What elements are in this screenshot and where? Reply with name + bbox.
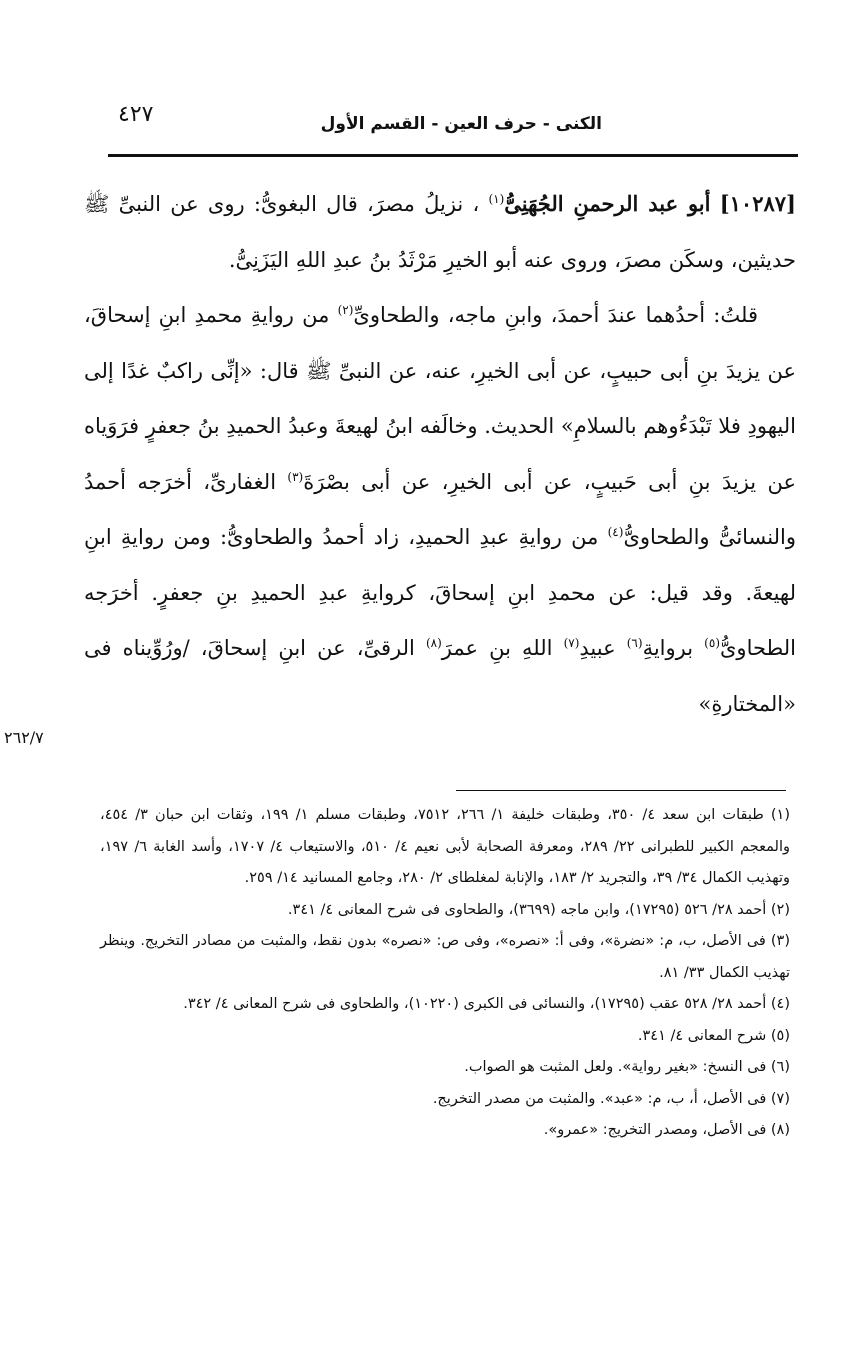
footnote-ref: (٨) [425, 636, 442, 650]
footnote: (٢) أحمد ٢٨/ ٥٢٦ (١٧٢٩٥)، وابن ماجه (٣٦٩٩)، والطحاوى فى شرح المعانى ٤/ ٣٤١. [287, 901, 790, 918]
footnote-ref: (٧) [563, 636, 580, 650]
page-number: ٤٢٧ [118, 102, 154, 127]
margin-reference: ٢٦٢/٧ [4, 728, 44, 747]
footnote: (٣) فى الأصل، ب، م: «نضرة»، وفى أ: «نصره»، وفى ص: «نصره» بدون نقط، والمثبت من مصادر التخريج. وينظر تهذيب الكمال ٣٣/ ٨١. [100, 933, 790, 981]
footnote-ref: (٢) [337, 303, 354, 317]
footnote-ref: (١) [488, 192, 505, 206]
commentary-paragraph [84, 288, 796, 732]
footnote: (٧) فى الأصل، أ، ب، م: «عبد». والمثبت من مصدر التخريج. [432, 1090, 790, 1107]
header-rule [108, 154, 798, 157]
running-title: الكنى - حرف العين - القسم الأول [320, 114, 602, 134]
footnote-ref: (٤) [607, 525, 624, 539]
commentary-text: قلتُ: أحدُهما عندَ أحمدَ، وابنِ ماجه، والطحاوىِّ [353, 303, 758, 327]
commentary-text: بروايةِ [642, 636, 694, 660]
entry-text: ، نزيلُ مصرَ، قال البغوىُّ: روى عن النبىِّ ﷺ حديثين، وسكَن مصرَ، وروى عنه أبو الخيرِ مَرْثَدُ بنُ عبدِ اللهِ اليَزَنِىُّ. [84, 192, 796, 272]
footnote-ref: (٦) [626, 636, 643, 650]
entry-number: [١٠٢٨٧] [719, 191, 796, 216]
footnote-rule [456, 790, 786, 791]
footnote: (٥) شرح المعانى ٤/ ٣٤١. [637, 1027, 790, 1044]
commentary-text: من روايةِ محمدِ ابنِ إسحاقَ، عن يزيدَ بنِ أبى حبيبٍ، عن أبى الخيرِ، عنه، عن النبىِّ ﷺ قال: «إنِّى راكبٌ غدًا إلى اليهودِ فلا تَبْدَءُوهم بالسلامِ» الحديث. وخالَفه ابنُ لهيعةَ وعبدُ الحميدِ بنُ جعفرٍ فرَوَياه عن يزيدَ بنِ أبى حَبيبٍ، عن أبى الخيرِ، عن أبى بصْرَةَ [84, 303, 796, 494]
commentary-text: الغفارىِّ، أخرَجه أحمدُ والنسائىُّ والطحاوىُّ [84, 469, 797, 549]
footnote-ref: (٣) [287, 469, 304, 484]
footnote-ref: (٥) [704, 636, 720, 650]
commentary-text: عبيدِ [579, 636, 616, 660]
commentary-text: اللهِ بنِ عمرَ [441, 636, 553, 660]
footnotes [100, 800, 790, 1147]
footnote: (٨) فى الأصل، ومصدر التخريج: «عمرو». [543, 1122, 790, 1138]
commentary-text: الرقىِّ، عن ابنِ إسحاقَ، /ورُوِّيناه فى «المختارةِ» [84, 636, 796, 716]
footnote: (١) طبقات ابن سعد ٤/ ٣٥٠، وطبقات خليفة ١/ ٢٦٦، ٧٥١٢، وطبقات مسلم ١/ ١٩٩، وثقات ابن حبان ٣/ ٤٥٤، والمعجم الكبير للطبرانى ٢٢/ ٢٨٩، ومعرفة الصحابة لأبى نعيم ٤/ ٥١٠، والاستيعاب ٤/ ١٧٠٧، وأسد الغابة ٦/ ١٩٧، وتهذيب الكمال ٣٤/ ٣٩، والتجريد ٢/ ١٨٣، والإنابة لمغلطاى ٢/ ٢٨٠، وجامع المسانيد ١٤/ ٢٥٩. [100, 807, 791, 886]
entry-paragraph [84, 176, 796, 288]
main-text [84, 176, 796, 732]
footnote: (٤) أحمد ٢٨/ ٥٢٨ عقب (١٧٢٩٥)، والنسائى فى الكبرى (١٠٢٢٠)، والطحاوى فى شرح المعانى ٤/ ٣٤٢. [183, 996, 790, 1012]
entry-name: أبو عبد الرحمنِ الجُهَنِىُّ [504, 191, 711, 216]
page-header [108, 100, 798, 152]
footnote: (٦) فى النسخ: «بغير رواية». ولعل المثبت هو الصواب. [464, 1059, 790, 1075]
commentary-text: من روايةِ عبدِ الحميدِ، زاد أحمدُ والطحاوىُّ: ومن روايةِ ابنِ لهيعةَ. وقد قيل: عن محمدِ ابنِ إسحاقَ، كروايةِ عبدِ الحميدِ بنِ جعفرٍ. أخرَجه الطحاوىُّ [84, 525, 796, 660]
